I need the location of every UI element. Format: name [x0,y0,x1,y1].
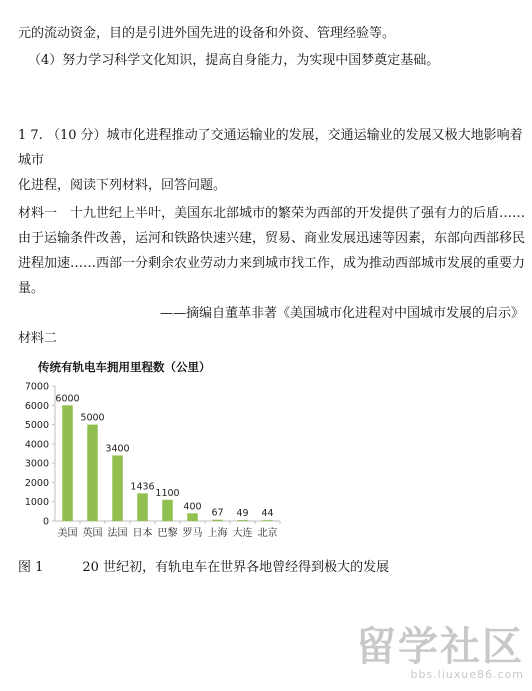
figure-caption: 图 1 20 世纪初，有轨电车在世界各地曾经得到极大的发展 [18,560,390,575]
text-line-2: （4）努力学习科学文化知识，提高自身能力，为实现中国梦奠定基础。 [28,53,440,68]
material-1-line-4: 量。 [18,281,45,296]
y-tick-label: 0 [42,516,49,528]
y-tick-label: 2000 [24,477,49,489]
data-label: 67 [211,507,224,519]
x-tick-label: 美国 [57,528,78,539]
data-label: 1100 [155,487,180,499]
x-tick-label: 大连 [232,528,253,539]
material-1-line-2: 由于运输条件改善，运河和铁路快速兴建，贸易、商业发展迅速等因素，东部向西部移民 [18,231,526,246]
y-tick-label: 7000 [24,381,49,393]
bar [87,425,98,521]
bar [137,493,148,521]
data-label: 5000 [80,412,105,424]
x-tick-label: 法国 [107,528,128,539]
y-tick-label: 3000 [24,458,49,470]
bar [212,520,223,521]
watermark-logo [356,626,524,681]
x-tick-label: 上海 [207,528,228,539]
data-label: 6000 [55,393,80,405]
y-tick-label: 4000 [24,439,49,451]
x-tick-label: 英国 [82,528,103,539]
x-tick-label: 巴黎 [157,528,178,539]
y-tick-label: 1000 [24,497,49,509]
bar [112,455,123,521]
material-1-source: ——摘编自董革非著《美国城市化进程对中国城市发展的启示》 [160,306,525,321]
bar [162,500,173,521]
chart-title: 传统有轨电车拥用里程数（公里） [38,360,211,374]
x-tick-label: 罗马 [182,528,203,539]
question-17-line-3: 化进程，阅读下列材料，回答问题。 [18,178,227,193]
text-line-1: 元的流动资金，目的是引进外国先进的设备和外资、管理经验等。 [18,26,396,41]
material-1-line-3: 进程加速……西部一分剩余农业劳动力来到城市找工作，成为推动西部城市发展的重要力 [18,256,526,271]
bar [62,405,73,521]
data-label: 49 [236,508,249,520]
y-tick-label: 5000 [24,420,49,432]
y-tick-label: 6000 [24,400,49,412]
bar-chart [0,372,300,552]
watermark-url: bbs.liuxue86.com [410,668,524,681]
bar [237,520,248,521]
material-2-label: 材料二 [18,331,58,346]
data-label: 44 [261,508,274,520]
bar [262,520,273,521]
x-tick-label: 日本 [132,528,153,539]
watermark-logo-text: 留学社区 [356,624,524,670]
x-tick-label: 北京 [257,528,278,539]
bar [187,513,198,521]
material-1-line-1: 材料一 十九世纪上半叶，美国东北部城市的繁荣为西部的开发提供了强有力的后盾…… [18,206,526,221]
data-label: 3400 [105,443,130,455]
question-17-line-2: 城市 [18,153,45,168]
data-label: 1436 [130,481,155,493]
question-17-line-1: 1 7. （10 分）城市化进程推动了交通运输业的发展，交通运输业的发展又极大地影响着 [18,128,523,143]
data-label: 400 [183,501,202,513]
